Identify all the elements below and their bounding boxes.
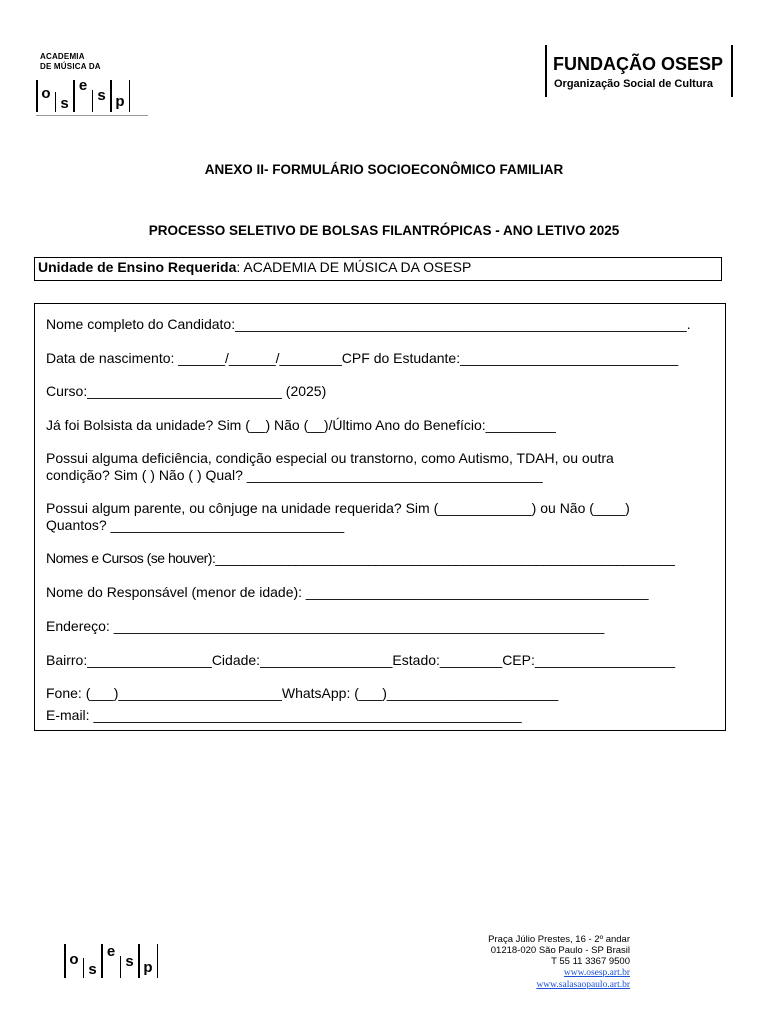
osesp-logo-bottom [64, 942, 158, 978]
logo-letter: s [88, 961, 97, 978]
email-field[interactable]: E-mail: _______________________________________________________ [46, 707, 522, 723]
location-field[interactable]: Bairro:________________Cidade:_________________Estado:________CEP:__________________ [46, 652, 676, 668]
disability-field-line2[interactable]: condição? Sim ( ) Não ( ) Qual? ______________________________________ [46, 467, 543, 483]
footer-address [488, 934, 630, 991]
footer-site-osesp-link[interactable]: www.osesp.art.br [563, 968, 630, 978]
logo-letter: s [97, 87, 106, 104]
logo-underline [36, 115, 148, 116]
foundation-right-bar [731, 45, 733, 97]
footer-address-line2: 01218-020 São Paulo - SP Brasil [490, 945, 630, 956]
birth-cpf-field[interactable]: Data de nascimento: ______/______/________CPF do Estudante:____________________________ [46, 350, 679, 366]
unit-value: : ACADEMIA DE MÚSICA DA OSESP [236, 259, 472, 275]
unit-label: Unidade de Ensino Requerida [38, 259, 237, 275]
academy-logo-line1: ACADEMIA [40, 52, 85, 61]
footer-address-line1: Praça Júlio Prestes, 16 - 2º andar [488, 934, 630, 945]
academy-logo-text [40, 52, 101, 72]
guardian-field[interactable]: Nome do Responsável (menor de idade): ____________________________________________ [46, 584, 649, 600]
osesp-logo-top [36, 76, 130, 112]
disability-field-line1: Possui alguma deficiência, condição especial ou transtorno, como Autismo, TDAH, ou outra [46, 450, 614, 466]
logo-letter: s [60, 95, 69, 112]
logo-letter: p [143, 959, 153, 976]
foundation-left-bar [545, 45, 547, 97]
phone-field[interactable]: Fone: (___)_____________________WhatsApp: (___)______________________ [46, 685, 559, 701]
unit-box [34, 257, 722, 281]
logo-letter: o [41, 85, 51, 102]
relative-field-line1[interactable]: Possui algum parente, ou cônjuge na unidade requerida? Sim (____________) ou Não (____) [46, 500, 630, 516]
annex-heading: ANEXO II- FORMULÁRIO SOCIOECONÔMICO FAMILIAR [204, 162, 564, 177]
course-field[interactable]: Curso:_________________________ (2025) [46, 383, 327, 399]
scholarship-field[interactable]: Já foi Bolsista da unidade? Sim (__) Não (__)/Último Ano do Benefício:_________ [46, 417, 556, 433]
names-courses-field[interactable]: Nomes e Cursos (se houver):_______________________________________________________________ [46, 550, 675, 566]
full-name-field[interactable]: Nome completo do Candidato:__________________________________________________________. [46, 316, 691, 332]
foundation-subtitle: Organização Social de Cultura [554, 78, 713, 90]
address-field[interactable]: Endereço: _______________________________________________________________ [46, 618, 605, 634]
foundation-title: FUNDAÇÃO OSESP [553, 54, 724, 74]
logo-letter: p [115, 93, 125, 110]
logo-letter: e [106, 943, 116, 960]
academy-logo-line2: DE MÚSICA DA [40, 62, 101, 71]
footer-phone: T 55 11 3367 9500 [551, 956, 630, 967]
logo-letter: o [69, 951, 79, 968]
logo-letter: e [78, 77, 88, 94]
relative-field-line2[interactable]: Quantos? ______________________________ [46, 517, 345, 533]
footer-site-sala-link[interactable]: www.salasaopaulo.art.br [536, 980, 630, 990]
logo-letter: s [125, 953, 134, 970]
process-heading: PROCESSO SELETIVO DE BOLSAS FILANTRÓPICAS - ANO LETIVO 2025 [148, 223, 620, 238]
